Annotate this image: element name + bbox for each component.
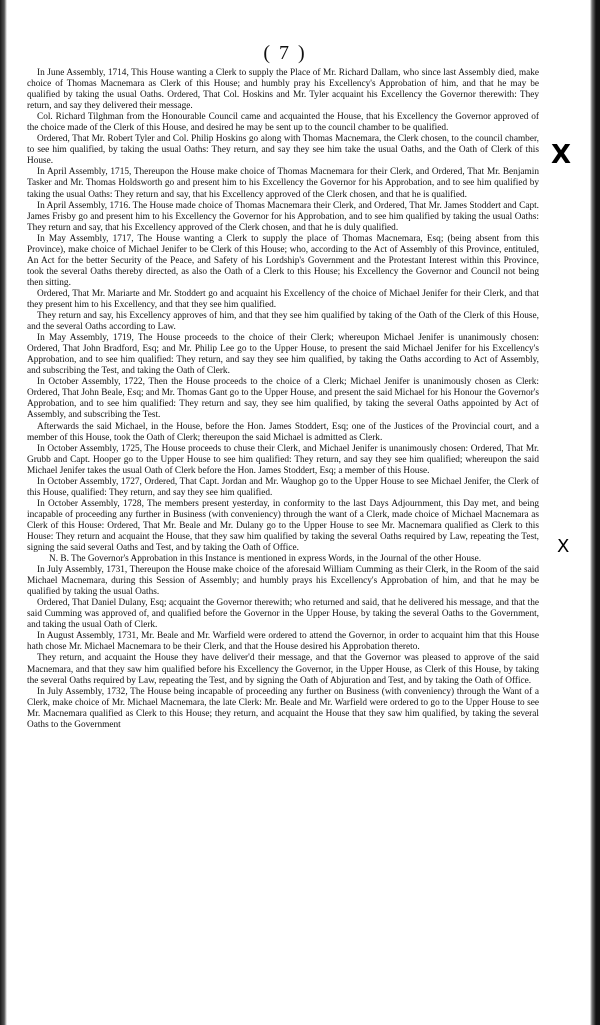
margin-x-mark: X: [551, 140, 572, 170]
paragraph: In May Assembly, 1717, The House wanting a Clerk to supply the place of Thomas Macnemara, Esq; (being absent from this Province), make choice of Michael Jenifer to be Clerk of this House; who, according to the Act of Assembly of this Province, entituled, An Act for the better Security of the Peace, and Safety of his Lordship's Government and the Protestant Interest within this Province, took the several Oaths thereby directed, as also the Oath of a Clerk to this House; his Excellency the Governor and Council not being then sitting.: [27, 233, 539, 288]
document-body: [27, 68, 539, 731]
nota-bene-note: N. B. The Governor's Approbation in this Instance is mentioned in express Words, in the Journal of the other House.: [49, 554, 482, 565]
margin-x-mark: X: [557, 536, 570, 557]
paragraph: In October Assembly, 1722, Then the House proceeds to the choice of a Clerk; Michael Jenifer is unanimously chosen as Clerk: Ordered, That John Beale, Esq; and Mr. Thomas Gant go to the Upper House, and present the said Michael for his Honour the Governor's Approbation, and to see him qualified: They return and say, they see him qualified, by taking the several Oaths appointed by Act of Assembly, and subscribing the Test.: [27, 377, 539, 421]
paragraph: In April Assembly, 1715, Thereupon the House make choice of Thomas Macnemara for their Clerk, and Ordered, That Mr. Benjamin Tasker and Mr. Thomas Holdsworth go and present him to his Excellency the Governor for his Approbation, and to see him qualified by taking the usual Oaths: They return and say, that his Excellency approved of the Clerk chosen, and that he is qualified.: [27, 167, 539, 200]
paragraph: In October Assembly, 1725, The House proceeds to chuse their Clerk, and Michael Jenifer is unanimously chosen: Ordered, That Mr. Grubb and Capt. Hooper go to the Upper House to see him qualified: They return, and say they see him qualified; whereupon the said Michael Jenifer takes the usual Oath of Clerk before the Hon. James Stoddert, Esq; a member of this House.: [27, 443, 539, 476]
paragraph: They return, and acquaint the House they have deliver'd their message, and that the Governor was pleased to approve of the said Macnemara, and that they saw him qualified before his Excellency the Governor, in the Upper House, as Clerk of this House, by taking the several Oaths required by Law, repeating the Test, and by signing the Oath of Abjuration and Test, and by taking the Oath of Office.: [27, 653, 539, 686]
page-right-edge-shadow: [590, 0, 600, 1025]
paragraph: They return and say, his Excellency approves of him, and that they see him qualified by taking of the Oath of the Clerk of this House, and the several Oaths according to Law.: [27, 311, 539, 333]
page-left-edge-shadow: [0, 0, 7, 1025]
paragraph: Col. Richard Tilghman from the Honourable Council came and acquainted the House, that his Excellency the Governor approved of the choice made of the Clerk of this House, and desired he may be sent up to the council chamber to be qualified.: [27, 112, 539, 134]
paragraph: Ordered, That Mr. Mariarte and Mr. Stoddert go and acquaint his Excellency of the choice of Michael Jenifer for their Clerk, and that they present him to his Excellency, and that they see him qualified.: [27, 288, 539, 310]
paragraph: In August Assembly, 1731, Mr. Beale and Mr. Warfield were ordered to attend the Governor, in order to acquaint him that this House hath chose Mr. Michael Macnemara to be their Clerk, and that the House desired his Approbation thereto.: [27, 631, 539, 653]
page-number: ( 7 ): [263, 42, 307, 64]
paragraph: In April Assembly, 1716. The House made choice of Thomas Macnemara their Clerk, and Ordered, That Mr. James Stoddert and Capt. James Frisby go and present him to his Excellency the Governor for his Approbation, and to see him qualified by taking the usual Oaths: They return and say, that his Excellency approved of the Clerk chosen, and that he is duly qualified.: [27, 200, 539, 233]
paragraph: Ordered, That Daniel Dulany, Esq; acquaint the Governor therewith; who returned and said, that he delivered his message, and that the said Cumming was approved of, and qualified before the Governor in the Upper House, by taking the several Oaths to the Government, and taking the usual Oath of Clerk.: [27, 598, 539, 631]
paragraph: In July Assembly, 1731, Thereupon the House make choice of the aforesaid William Cumming as their Clerk, in the Room of the said Michael Macnemara, during this Session of Assembly; and humbly prays his Excellency's Approbation of him, and that he may be qualified by taking the usual Oaths.: [27, 565, 539, 598]
paragraph: In July Assembly, 1732, The House being incapable of proceeding any further on Business (with conveniency) through the Want of a Clerk, make choice of Mr. Michael Macnemara, the late Clerk: Mr. Beale and Mr. Warfield were ordered to go to the Upper House to see Mr. Macnemara qualified as Clerk to this House; they return, and acquaint the House that they saw him qualified, by taking the several Oaths to the Government: [27, 686, 539, 730]
paragraph: Afterwards the said Michael, in the House, before the Hon. James Stoddert, Esq; one of the Justices of the Provincial court, and a member of this House, took the Oath of Clerk; thereupon the said Michael is admitted as Clerk.: [27, 421, 539, 443]
paragraph: Ordered, That Mr. Robert Tyler and Col. Philip Hoskins go along with Thomas Macnemara, the Clerk chosen, to the council chamber, to see him qualified, by taking the usual Oaths: They return, and say they see him take the usual Oaths, and the Oath of Clerk of this House.: [27, 134, 539, 167]
paragraph: In May Assembly, 1719, The House proceeds to the choice of their Clerk; whereupon Michael Jenifer is unanimously chosen: Ordered, That John Bradford, Esq; and Mr. Philip Lee go to the Upper House, to present the said Michael Jenifer for his Excellency's Approbation, and to see him qualified: They return, and say they see him qualified, by taking the Oaths according to Act of Assembly, and subscribing the Test, and taking the Oath of Clerk.: [27, 333, 539, 377]
paragraph: In October Assembly, 1727, Ordered, That Capt. Jordan and Mr. Waughop go to the Upper House to see Michael Jenifer, the Clerk of this House, qualified: They return, and say they see him qualified.: [27, 476, 539, 498]
paragraph: In October Assembly, 1728, The members present yesterday, in conformity to the last Days Adjournment, this Day met, and being incapable of proceeding any further in Business (with conveniency) through the want of a Clerk, made choice of Michael Macnemara as Clerk of this House: Ordered, That Mr. Beale and Mr. Dulany go to the Upper House to see Mr. Macnemara qualified as Clerk to this House: They return and acquaint the House, that they saw him qualified by taking the several Oaths required by Law, repeating the Test, signing the said several Oaths and Test, and by taking the Oath of Office.: [27, 498, 539, 554]
paragraph: In June Assembly, 1714, This House wanting a Clerk to supply the Place of Mr. Richard Dallam, who since last Assembly died, make choice of Thomas Macnemara as Clerk of this House; and humbly pray his Excellency's Approbation of him, and that he may be qualified by taking the usual Oaths. Ordered, That Col. Hoskins and Mr. Tyler acquaint his Excellency the Governor therewith: They return, and say they delivered their message.: [27, 68, 539, 112]
